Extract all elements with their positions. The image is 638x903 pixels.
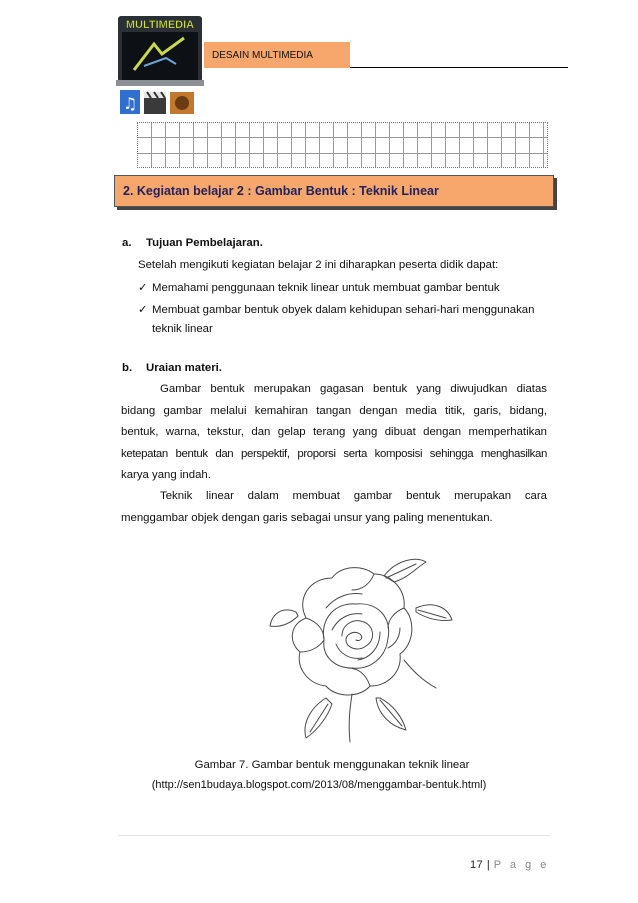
part-a-marker: a. xyxy=(122,237,132,249)
paragraph-line: Teknik linear dalam membuat gambar bentuk merupakan cara xyxy=(160,490,547,502)
section-title: 2. Kegiatan belajar 2 : Gambar Bentuk : Teknik Linear xyxy=(123,184,439,198)
list-item: ✓ Membuat gambar bentuk obyek dalam kehidupan sehari-hari menggunakan xyxy=(138,302,535,316)
page-label: P a g e xyxy=(493,859,550,871)
page-number-value: 17 xyxy=(470,859,484,871)
paragraph-line: bentuk, warna, tekstur, dan gelap terang yang dibuat dengan memperhatikan xyxy=(121,426,547,438)
multimedia-logo xyxy=(114,14,206,118)
paragraph-line: bidang gambar melalui kemahiran tangan dengan media titik, garis, bidang, xyxy=(121,405,547,417)
checkmark-icon: ✓ xyxy=(138,302,148,316)
section-title-bar xyxy=(114,175,554,207)
decorative-grid xyxy=(137,122,548,168)
paragraph-line: ketepatan bentuk dan perspektif, proporsi serta komposisi sehingga menghasilkan xyxy=(121,448,547,460)
paragraph-line: menggambar objek dengan garis sebagai unsur yang paling menentukan. xyxy=(121,512,493,524)
figure-source: (http://sen1budaya.blogspot.com/2013/08/menggambar-bentuk.html) xyxy=(151,779,487,791)
paragraph-line: Gambar bentuk merupakan gagasan bentuk yang diwujudkan diatas xyxy=(160,383,547,395)
list-item-continuation: teknik linear xyxy=(152,323,213,335)
photo-icon xyxy=(170,92,194,114)
svg-text:MULTIMEDIA: MULTIMEDIA xyxy=(125,19,195,31)
footer-rule xyxy=(118,835,550,836)
list-item: ✓ Memahami penggunaan teknik linear untuk membuat gambar bentuk xyxy=(138,280,500,294)
part-a-intro: Setelah mengikuti kegiatan belajar 2 ini diharapkan peserta didik dapat: xyxy=(138,259,499,271)
header-rule xyxy=(350,67,568,68)
header-tab xyxy=(204,42,350,68)
music-note-icon xyxy=(120,90,140,114)
figure-caption: Gambar 7. Gambar bentuk menggunakan teknik linear xyxy=(194,759,470,771)
part-a-heading: Tujuan Pembelajaran. xyxy=(146,237,263,249)
part-b-marker: b. xyxy=(122,362,133,374)
header-tab-label: DESAIN MULTIMEDIA xyxy=(212,49,313,61)
film-clapper-icon xyxy=(144,92,166,114)
checkmark-icon: ✓ xyxy=(138,280,148,294)
part-b-heading: Uraian materi. xyxy=(146,362,222,374)
rose-line-drawing xyxy=(266,548,456,744)
page-separator: | xyxy=(486,859,491,871)
svg-text:♫: ♫ xyxy=(122,94,138,113)
page-number xyxy=(470,859,549,871)
paragraph-line: karya yang indah. xyxy=(121,469,211,481)
